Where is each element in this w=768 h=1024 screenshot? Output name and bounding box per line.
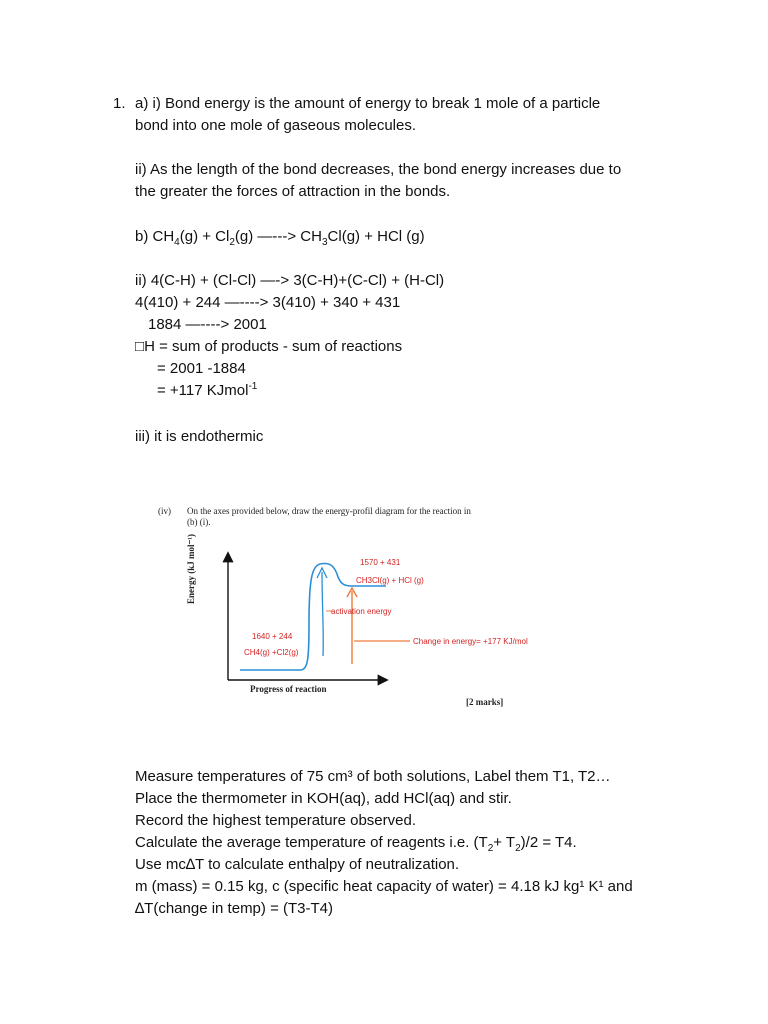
figure-instruction-number: (iv): [158, 506, 171, 516]
annotation-products: CH3Cl(g) + HCl (g): [356, 576, 424, 585]
activation-arrow: [322, 572, 323, 656]
part-b-ii-line1: ii) 4(C-H) + (Cl-Cl) —-> 3(C-H)+(C-Cl) + (H-Cl): [135, 272, 445, 289]
eq-sub2: 2: [229, 237, 235, 248]
procedure-line6: m (mass) = 0.15 kg, c (specific heat capacity of water) = 4.18 kJ kg¹ K¹ and: [135, 878, 633, 895]
procedure-line2: Place the thermometer in KOH(aq), add HCl(aq) and stir.: [135, 790, 512, 807]
eq-sub3: 3: [321, 237, 328, 248]
procedure-line7: ∆T(change in temp) = (T3-T4): [135, 900, 333, 917]
part-a-i-line2: bond into one mole of gaseous molecules.: [135, 117, 417, 134]
figure-instruction-line1: On the axes provided below, draw the energy-profil diagram for the reaction in: [187, 506, 471, 516]
procedure-line1: Measure temperatures of 75 cm³ of both solutions, Label them T1, T2…: [135, 768, 611, 785]
part-b-ii-line2: 4(410) + 244 —----> 3(410) + 340 + 431: [135, 294, 401, 311]
energy-profile-figure: [140, 474, 552, 736]
annotation-products-energy: 1570 + 431: [360, 558, 401, 567]
unit-exponent: -1: [248, 381, 258, 392]
part-b-ii-line5: = 2001 -1884: [157, 360, 246, 377]
missing-glyph: □: [135, 338, 145, 355]
eq-mid2: (g) —---> CH: [234, 228, 322, 245]
question-number: 1.: [113, 95, 126, 112]
eq-mid1: (g) + Cl: [179, 228, 230, 245]
procedure-line4-sub2: 2: [515, 843, 521, 854]
procedure-line4-sub1: 2: [487, 843, 494, 854]
enthalpy-result: = +117 KJmol: [157, 382, 249, 399]
figure-instruction-line2: (b) (i).: [187, 517, 211, 527]
annotation-change: Change in energy= +177 KJ/mol: [413, 637, 528, 646]
enthalpy-formula: H = sum of products - sum of reactions: [144, 338, 403, 355]
procedure-line4-c: )/2 = T4.: [520, 834, 577, 851]
part-a-ii-line1: ii) As the length of the bond decreases, the bond energy increases due to: [135, 161, 622, 178]
annotation-reactants-energy: 1640 + 244: [252, 632, 293, 641]
part-a-i-line1: a) i) Bond energy is the amount of energy to break 1 mole of a particle: [135, 95, 601, 112]
procedure-line4-b: + T: [493, 834, 516, 851]
annotation-reactants: CH4(g) +Cl2(g): [244, 648, 299, 657]
procedure-line5: Use mc∆T to calculate enthalpy of neutralization.: [135, 856, 460, 873]
marks-label: [2 marks]: [466, 697, 504, 707]
part-b-ii-line6: [157, 381, 257, 400]
procedure-line3: Record the highest temperature observed.: [135, 812, 416, 829]
eq-suffix: Cl(g) + HCl (g): [327, 228, 425, 245]
part-a-ii-line2: the greater the forces of attraction in the bonds.: [135, 183, 451, 200]
annotation-activation: activation energy: [331, 607, 392, 616]
eq-sub1: 4: [174, 237, 180, 248]
part-b-iii: iii) it is endothermic: [135, 428, 264, 445]
x-axis-label: Progress of reaction: [250, 684, 327, 694]
y-axis-label: Energy (kJ mol⁻¹): [186, 534, 196, 604]
procedure-line4: [135, 833, 577, 852]
part-b-ii-line3: 1884 —----> 2001: [148, 316, 267, 333]
part-b-ii-line4: [135, 337, 402, 356]
part-b-equation: [135, 227, 425, 246]
eq-prefix: b) CH: [135, 228, 175, 245]
procedure-line4-a: Calculate the average temperature of reagents i.e. (T: [135, 834, 488, 851]
